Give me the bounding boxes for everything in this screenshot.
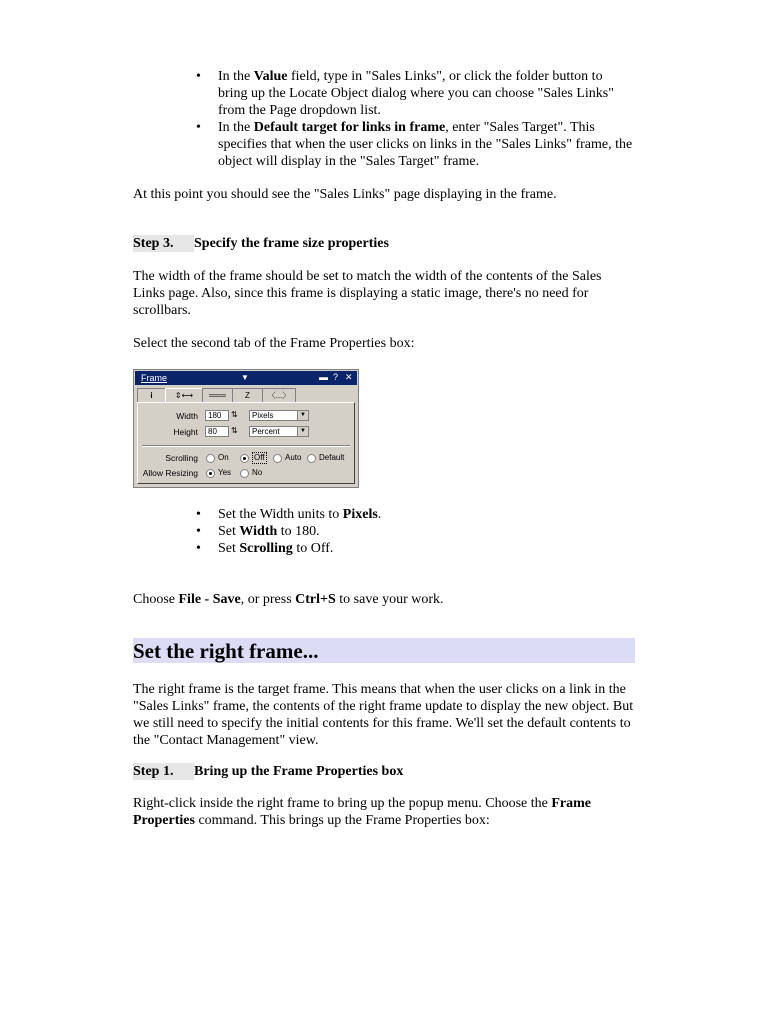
paragraph-frame-width: The width of the frame should be set to match the width of the contents of the Sales Links page. Also, since this frame is displaying a static image, there's no need for scrollbars. (133, 269, 602, 318)
allow-resizing-label: Allow Resizing (142, 468, 198, 478)
step-title: Bring up the Frame Properties box (194, 764, 404, 779)
paragraph-right-frame: The right frame is the target frame. This means that when the user clicks on a link in the "Sales Links" frame, the contents of the right frame update to display the new object. But we still need to specify the initial contents for this frame. We'll set the default contents to the "Contact Management" view. (133, 682, 634, 748)
scrolling-off-radio[interactable] (240, 454, 249, 463)
height-input[interactable]: 80 (205, 426, 229, 437)
resizing-no-radio[interactable] (240, 469, 249, 478)
width-label: Width (176, 411, 198, 421)
chevron-down-icon[interactable]: ▼ (241, 373, 249, 382)
paragraph-select-tab: Select the second tab of the Frame Properties box: (133, 336, 415, 351)
frame-properties-dialog (133, 369, 359, 488)
dialog-title-bar (135, 371, 357, 385)
minimize-icon[interactable]: ▬ (319, 372, 328, 382)
spinner-icon[interactable]: ⇅ (231, 426, 238, 435)
list-item: • Set the Width units to Pixels. (218, 506, 633, 523)
width-unit-select[interactable]: Pixels ▼ (249, 410, 309, 421)
chevron-down-icon: ▼ (297, 427, 308, 436)
section-heading: Set the right frame... (133, 638, 635, 663)
step-1-heading (133, 763, 653, 780)
help-icon[interactable]: ? (333, 372, 339, 382)
height-unit-select[interactable]: Percent ▼ (249, 426, 309, 437)
radio-label: Auto (285, 453, 302, 462)
scrolling-auto-radio[interactable] (273, 454, 282, 463)
settings-bullet-list (218, 506, 633, 557)
tab-advanced[interactable]: Z (232, 388, 263, 402)
tab-info[interactable]: i (137, 388, 166, 402)
list-item: • In the Value field, type in "Sales Links", or click the folder button to bring up the Locate Object dialog where you can choose "Sales Links" from the Page dropdown list. (218, 68, 633, 119)
paragraph-right-click: Right-click inside the right frame to bring up the popup menu. Choose the Frame Properties command. This brings up the Frame Properties box: (133, 796, 592, 828)
width-input[interactable]: 180 (205, 410, 229, 421)
step-number: Step 3. (133, 235, 194, 252)
radio-label: Default (319, 453, 345, 462)
step-number: Step 1. (133, 763, 194, 780)
step-title: Specify the frame size properties (194, 236, 389, 251)
dialog-title: Frame (141, 373, 168, 383)
paragraph-save: Choose File - Save, or press Ctrl+S to save your work. (133, 592, 444, 607)
top-bullet-list (218, 68, 633, 170)
radio-label: No (252, 468, 263, 477)
step-3-heading (133, 235, 653, 252)
spinner-icon[interactable]: ⇅ (231, 410, 238, 419)
radio-label: On (218, 453, 229, 462)
paragraph-at-this-point: At this point you should see the "Sales Links" page displaying in the frame. (133, 187, 557, 202)
close-icon[interactable]: ✕ (345, 372, 353, 382)
divider (142, 445, 350, 447)
tab-size[interactable]: ⇕⟷ (165, 388, 203, 403)
list-item: • Set Scrolling to Off. (218, 540, 633, 557)
list-item: • Set Width to 180. (218, 523, 633, 540)
scrolling-label: Scrolling (165, 453, 198, 463)
scrolling-on-radio[interactable] (206, 454, 215, 463)
radio-label: Yes (218, 468, 232, 477)
tab-html[interactable]: 〈...〉 (262, 388, 296, 402)
list-item: • In the Default target for links in frame, enter "Sales Target". This specifies that when the user clicks on links in the "Sales Links" frame, the object will display in the "Sales Target" frame. (218, 119, 633, 170)
resizing-yes-radio[interactable] (206, 469, 215, 478)
chevron-down-icon: ▼ (297, 411, 308, 420)
tab-border[interactable]: ═══ (202, 388, 233, 402)
height-label: Height (173, 427, 198, 437)
scrolling-default-radio[interactable] (307, 454, 316, 463)
dialog-panel (137, 402, 355, 484)
radio-label: Off (254, 453, 265, 462)
